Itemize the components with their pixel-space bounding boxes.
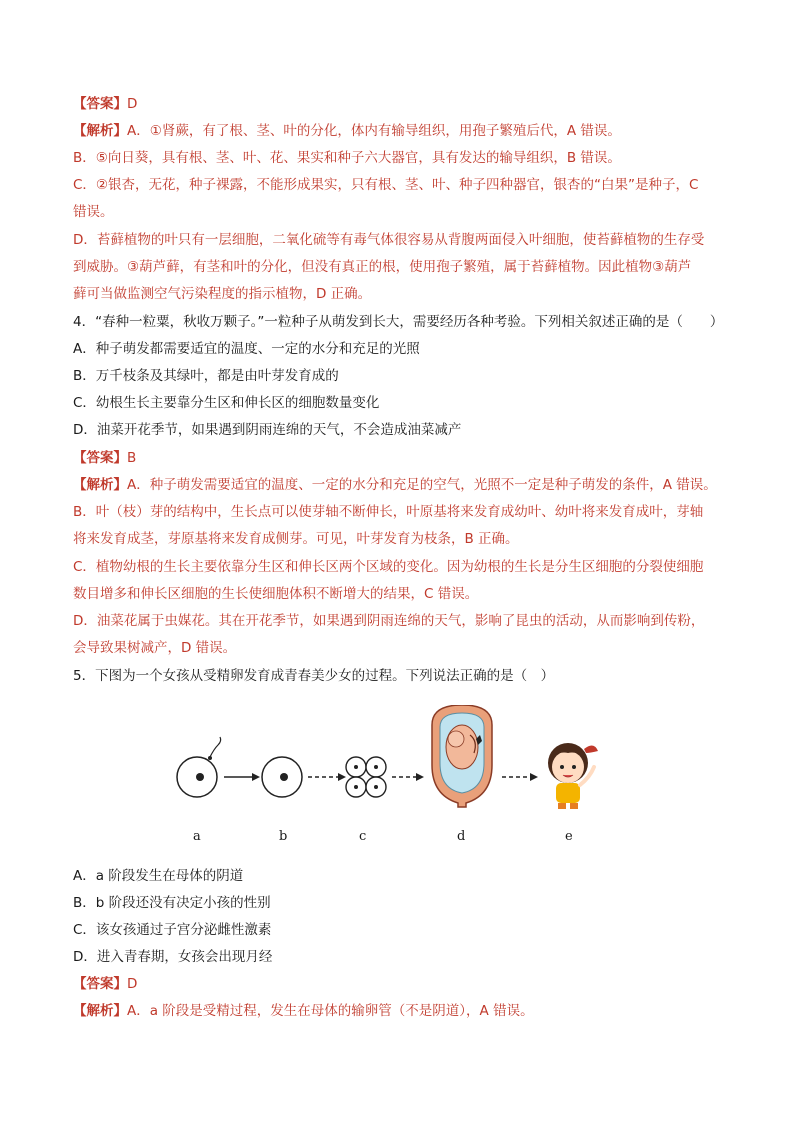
q3-analysis-line-1 (73, 121, 621, 141)
q4-stem: 4．“春种一粒粟，秋收万颗子。”一粒种子从萌发到长大，需要经历各种考验。下列相关叙述正确的是（ ） (73, 314, 724, 330)
q4-analysis-line-4: C．植物幼根的生长主要依靠分生区和伸长区两个区域的变化。因为幼根的生长是分生区细胞的分裂使细胞 (73, 559, 704, 575)
label-b: b (279, 829, 288, 844)
q4-option-a: A．种子萌发都需要适宜的温度、一定的水分和充足的光照 (73, 341, 420, 357)
q3-analysis-line-2: B．⑤向日葵，具有根、茎、叶、花、果实和种子六大器官，具有发达的输导组织，B 错误。 (73, 150, 621, 166)
q4-option-b: B．万千枝条及其绿叶，都是由叶芽发育成的 (73, 368, 339, 384)
q5-option-b: B．b 阶段还没有决定小孩的性别 (73, 895, 271, 911)
analysis-tag: 【解析】 (73, 1003, 127, 1019)
label-d: d (457, 829, 466, 844)
q5-option-d: D．进入青春期，女孩会出现月经 (73, 949, 273, 965)
q5-answer-line (73, 974, 137, 994)
q4-analysis-line-1 (73, 475, 717, 495)
answer-tag: 【答案】 (73, 976, 127, 992)
q4-analysis-line-6: D．油菜花属于虫媒花。其在开花季节，如果遇到阴雨连绵的天气，影响了昆虫的活动，从而影响到传粉， (73, 613, 705, 629)
q4-analysis-line-2: B．叶（枝）芽的结构中，生长点可以使芽轴不断伸长，叶原基将来发育成幼叶、幼叶将来发育成叶，芽轴 (73, 504, 704, 520)
stage-d-fetus-in-uterus (432, 705, 492, 807)
answer-tag: 【答案】 (73, 96, 127, 112)
stage-c-four-cells (346, 757, 386, 797)
answer-value: D (127, 96, 138, 112)
q4-option-d: D．油菜开花季节，如果遇到阴雨连绵的天气，不会造成油菜减产 (73, 422, 462, 438)
answer-value: D (127, 976, 138, 992)
q3-answer-line (73, 94, 137, 114)
arrow-d-to-e (502, 773, 538, 781)
answer-tag: 【答案】 (73, 450, 127, 466)
analysis-tag: 【解析】 (73, 123, 127, 139)
arrow-b-to-c (308, 773, 346, 781)
analysis-text: A．①肾蕨，有了根、茎、叶的分化，体内有输导组织，用孢子繁殖后代，A 错误。 (127, 123, 621, 139)
q4-analysis-line-5: 数目增多和伸长区细胞的生长使细胞体积不断增大的结果，C 错误。 (73, 586, 479, 602)
q3-analysis-line-7: 藓可当做监测空气污染程度的指示植物，D 正确。 (73, 286, 372, 302)
q3-analysis-line-4: 错误。 (73, 204, 114, 220)
arrow-a-to-b (224, 773, 260, 781)
development-diagram (170, 705, 640, 855)
q3-analysis-line-5: D．苔藓植物的叶只有一层细胞，二氧化硫等有毒气体很容易从背腹两面侵入叶细胞，使苔藓植物的生存受 (73, 232, 705, 248)
label-e: e (565, 829, 573, 844)
q3-analysis-line-3: C．②银杏，无花，种子裸露，不能形成果实，只有根、茎、叶、种子四种器官，银杏的“白果”是种子，C (73, 177, 699, 193)
analysis-text: A．种子萌发需要适宜的温度、一定的水分和充足的空气，光照不一定是种子萌发的条件，A 错误。 (127, 477, 717, 493)
q4-analysis-line-7: 会导致果树减产，D 错误。 (73, 640, 237, 656)
q4-option-c: C．幼根生长主要靠分生区和伸长区的细胞数量变化 (73, 395, 380, 411)
stage-b-zygote (262, 757, 302, 797)
analysis-text: A．a 阶段是受精过程，发生在母体的输卵管（不是阴道），A 错误。 (127, 1003, 534, 1019)
q5-option-a: A．a 阶段发生在母体的阴道 (73, 868, 244, 884)
answer-value: B (127, 450, 137, 466)
stage-e-girl (548, 743, 598, 809)
label-c: c (359, 829, 367, 844)
q4-analysis-line-3: 将来发育成茎，芽原基将来发育成侧芽。可见，叶芽发育为枝条，B 正确。 (73, 531, 519, 547)
label-a: a (193, 829, 201, 844)
q3-analysis-line-6: 到威胁。③葫芦藓，有茎和叶的分化，但没有真正的根，使用孢子繁殖，属于苔藓植物。因此植物③葫芦 (73, 259, 692, 275)
arrow-c-to-d (392, 773, 424, 781)
q5-stem: 5．下图为一个女孩从受精卵发育成青春美少女的过程。下列说法正确的是（ ） (73, 668, 555, 684)
analysis-tag: 【解析】 (73, 477, 127, 493)
q5-option-c: C．该女孩通过子宫分泌雌性激素 (73, 922, 272, 938)
q5-analysis-line-1 (73, 1001, 534, 1021)
q4-answer-line (73, 448, 136, 468)
stage-a-fertilized-egg (177, 737, 221, 797)
